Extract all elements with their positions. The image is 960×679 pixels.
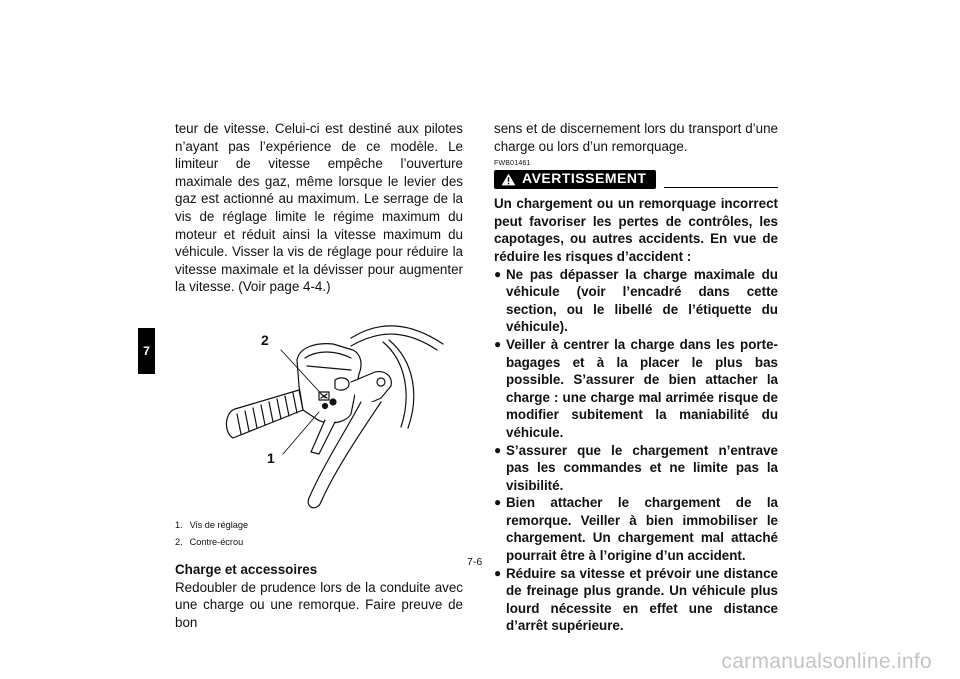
throttle-illustration <box>175 302 463 516</box>
caption-row <box>175 517 463 534</box>
caption-text: Vis de réglage <box>189 519 249 530</box>
warning-label: AVERTISSEMENT <box>522 170 647 187</box>
chapter-tab: 7 <box>138 328 155 374</box>
list-item: ● S’assurer que le chargement n’entrave pas les commandes et ne limite pas la visibilité. <box>494 442 778 495</box>
caption-number: 1. <box>175 519 183 530</box>
list-item: ● Ne pas dépasser la charge maximale du véhicule (voir l’encadré dans cette section, ou le libellé de l’étiquette du véhicule). <box>494 266 778 336</box>
list-item: ● Bien attacher le chargement de la remorque. Veiller à bien immobiliser le chargement. Un chargement mal attaché pourrait être à l’origine d’un accident. <box>494 494 778 564</box>
throttle-figure <box>175 302 463 516</box>
reference-code: FWB01461 <box>494 160 531 168</box>
list-item: ● Réduire sa vitesse et prévoir une distance de freinage plus grande. Un véhicule plus lourd nécessite en effet une distance d’arrêt supérieure. <box>494 565 778 635</box>
caption-number: 2. <box>175 536 183 547</box>
warning-rule <box>664 187 778 188</box>
page-number: 7-6 <box>467 556 483 568</box>
callout-2: 2 <box>261 331 269 348</box>
warning-bullet-list <box>494 266 778 635</box>
caption-text: Contre-écrou <box>189 536 244 547</box>
list-item: ● Veiller à centrer la charge dans les porte-bagages et à la placer le plus bas possible. S’assurer de bien attacher la charge : une charge mal arrimée risque de modifier subitement la maniabilité du véhicule. <box>494 336 778 442</box>
section-body: Redoubler de prudence lors de la conduite avec une charge ou une remorque. Faire preuve de bon <box>175 579 463 630</box>
watermark: carmanualsonline.info <box>721 650 932 673</box>
continued-paragraph: sens et de discernement lors du transport d’une charge ou lors d’un remorquage. <box>494 121 778 154</box>
figure-captions <box>175 517 463 551</box>
section-heading: Charge et accessoires <box>175 561 318 577</box>
warning-triangle-icon <box>501 173 516 186</box>
callout-1: 1 <box>267 449 275 466</box>
intro-paragraph: teur de vitesse. Celui-ci est destiné aux pilotes n’ayant pas l’expérience de ce modèle. Le limiteur de vitesse empêche l’ouverture maximale des gaz, même lorsque le levier des gaz est actionné au maximum. Le serrage de la vis de réglage limite le régime maximum du moteur et réduit ainsi la vitesse maximum du véhicule. Visser la vis de réglage pour réduire la vitesse maximale et la dévisser pour augmenter la vitesse. (Voir page 4-4.) <box>175 121 463 295</box>
warning-header <box>494 169 778 189</box>
left-column <box>175 120 463 631</box>
warning-text: Un chargement ou un remorquage incorrect peut favoriser les pertes de contrôles, les capotages, ou autres accidents. En vue de réduire les risques d’accident : <box>494 196 778 264</box>
warning-label-box <box>494 170 656 189</box>
caption-row <box>175 534 463 551</box>
right-column <box>494 120 778 635</box>
